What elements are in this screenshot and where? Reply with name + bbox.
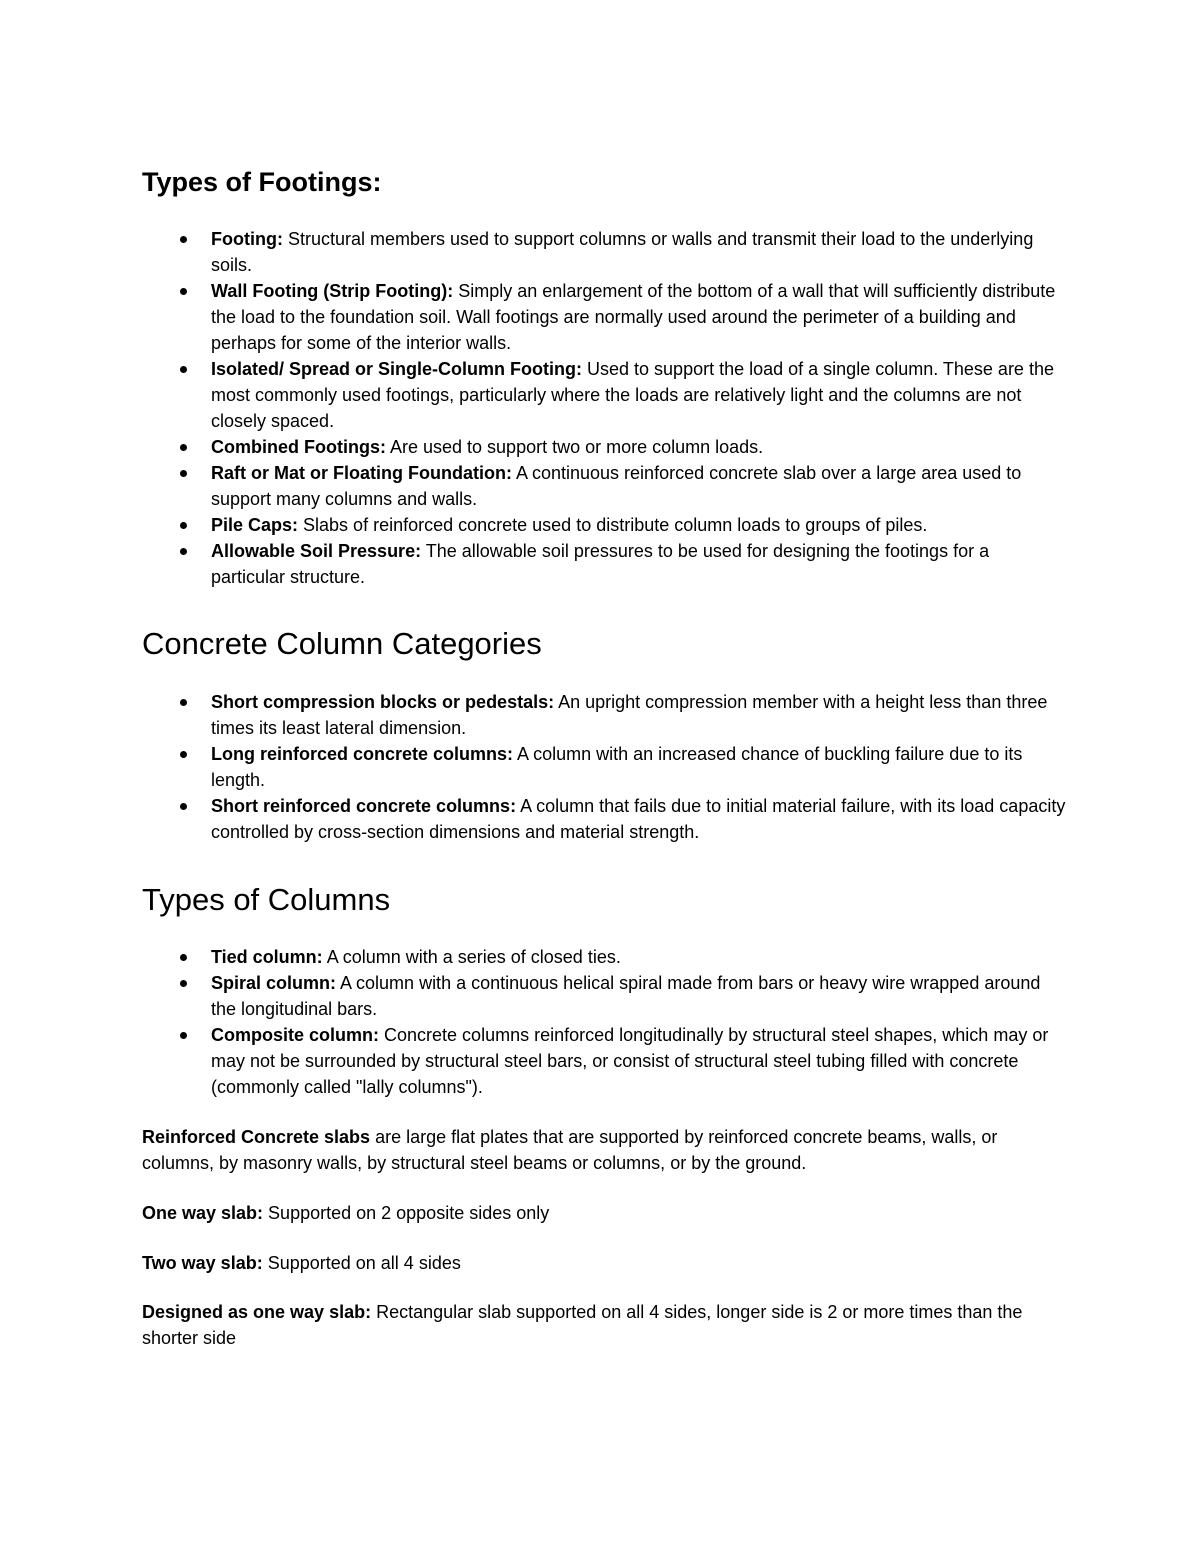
bullet-icon <box>180 980 187 987</box>
list-item <box>142 278 1067 356</box>
one-way-slab-paragraph <box>142 1200 1067 1226</box>
bullet-icon <box>180 236 187 243</box>
item-term: Footing: <box>211 229 283 249</box>
item-term: Composite column: <box>211 1025 380 1045</box>
footings-heading: Types of Footings: <box>142 167 382 197</box>
list-item <box>142 970 1067 1022</box>
item-term: Short compression blocks or pedestals: <box>211 692 555 712</box>
list-item <box>142 1022 1067 1100</box>
bullet-icon <box>180 954 187 961</box>
para-term: Reinforced Concrete slabs <box>142 1127 371 1147</box>
para-text: Rectangular slab supported on all 4 sides, longer side is 2 or more times than the shorter side <box>142 1302 1023 1348</box>
footings-list <box>142 226 1067 590</box>
bullet-icon <box>180 288 187 295</box>
item-text: Slabs of reinforced concrete used to distribute column loads to groups of piles. <box>298 515 928 535</box>
bullet-icon <box>180 803 187 810</box>
item-term: Wall Footing (Strip Footing): <box>211 281 454 301</box>
item-term: Pile Caps: <box>211 515 299 535</box>
bullet-icon <box>180 751 187 758</box>
item-text: Used to support the load of a single column. These are the most commonly used footings, particularly where the loads are relatively light and the columns are not closely spaced. <box>211 359 1054 431</box>
column-types-list <box>142 944 1067 1100</box>
item-text: Concrete columns reinforced longitudinally by structural steel shapes, which may or may not be surrounded by structural steel bars, or consist of structural steel tubing filled with concrete (commonly called "lally columns"). <box>211 1025 1049 1097</box>
item-text: An upright compression member with a height less than three times its least lateral dimension. <box>211 692 1048 738</box>
list-item <box>142 226 1067 278</box>
list-item <box>142 741 1067 793</box>
item-term: Long reinforced concrete columns: <box>211 744 514 764</box>
item-term: Spiral column: <box>211 973 337 993</box>
bullet-icon <box>180 1032 187 1039</box>
designed-one-way-slab-paragraph <box>142 1299 1067 1351</box>
para-text: are large flat plates that are supported by reinforced concrete beams, walls, or columns, by masonry walls, by structural steel beams or columns, or by the ground. <box>142 1127 998 1173</box>
list-item <box>142 793 1067 845</box>
list-item <box>142 538 1067 590</box>
bullet-icon <box>180 470 187 477</box>
list-item <box>142 434 1067 460</box>
item-text: A column with a continuous helical spiral made from bars or heavy wire wrapped around the longitudinal bars. <box>211 973 1041 1019</box>
para-text: Supported on all 4 sides <box>262 1253 461 1273</box>
item-term: Allowable Soil Pressure: <box>211 541 422 561</box>
item-text: A column that fails due to initial material failure, with its load capacity controlled by cross-section dimensions and material strength. <box>211 796 1066 842</box>
bullet-icon <box>180 548 187 555</box>
item-text: A column with a series of closed ties. <box>322 947 621 967</box>
item-term: Raft or Mat or Floating Foundation: <box>211 463 512 483</box>
list-item <box>142 944 1067 970</box>
column-types-heading: Types of Columns <box>142 882 391 917</box>
bullet-icon <box>180 444 187 451</box>
item-text: Structural members used to support columns or walls and transmit their load to the underlying soils. <box>211 229 1034 275</box>
item-text: The allowable soil pressures to be used for designing the footings for a particular structure. <box>211 541 990 587</box>
column-categories-list <box>142 689 1067 845</box>
item-term: Tied column: <box>211 947 323 967</box>
list-item <box>142 460 1067 512</box>
list-item <box>142 512 1067 538</box>
item-text: Are used to support two or more column loads. <box>385 437 764 457</box>
bullet-icon <box>180 522 187 529</box>
item-text: Simply an enlargement of the bottom of a wall that will sufficiently distribute the load to the foundation soil. Wall footings are normally used around the perimeter of a building and perhaps for some of the interior walls. <box>211 281 1056 353</box>
item-text: A column with an increased chance of buckling failure due to its length. <box>211 744 1023 790</box>
item-text: A continuous reinforced concrete slab over a large area used to support many columns and walls. <box>211 463 1022 509</box>
item-term: Isolated/ Spread or Single-Column Footing: <box>211 359 583 379</box>
column-categories-heading: Concrete Column Categories <box>142 626 542 661</box>
reinforced-slabs-paragraph <box>142 1124 1067 1176</box>
para-text: Supported on 2 opposite sides only <box>263 1203 550 1223</box>
para-term: Two way slab: <box>142 1253 263 1273</box>
list-item <box>142 689 1067 741</box>
para-term: One way slab: <box>142 1203 264 1223</box>
list-item <box>142 356 1067 434</box>
two-way-slab-paragraph <box>142 1250 1067 1276</box>
para-term: Designed as one way slab: <box>142 1302 372 1322</box>
item-term: Short reinforced concrete columns: <box>211 796 517 816</box>
bullet-icon <box>180 699 187 706</box>
item-term: Combined Footings: <box>211 437 386 457</box>
bullet-icon <box>180 366 187 373</box>
